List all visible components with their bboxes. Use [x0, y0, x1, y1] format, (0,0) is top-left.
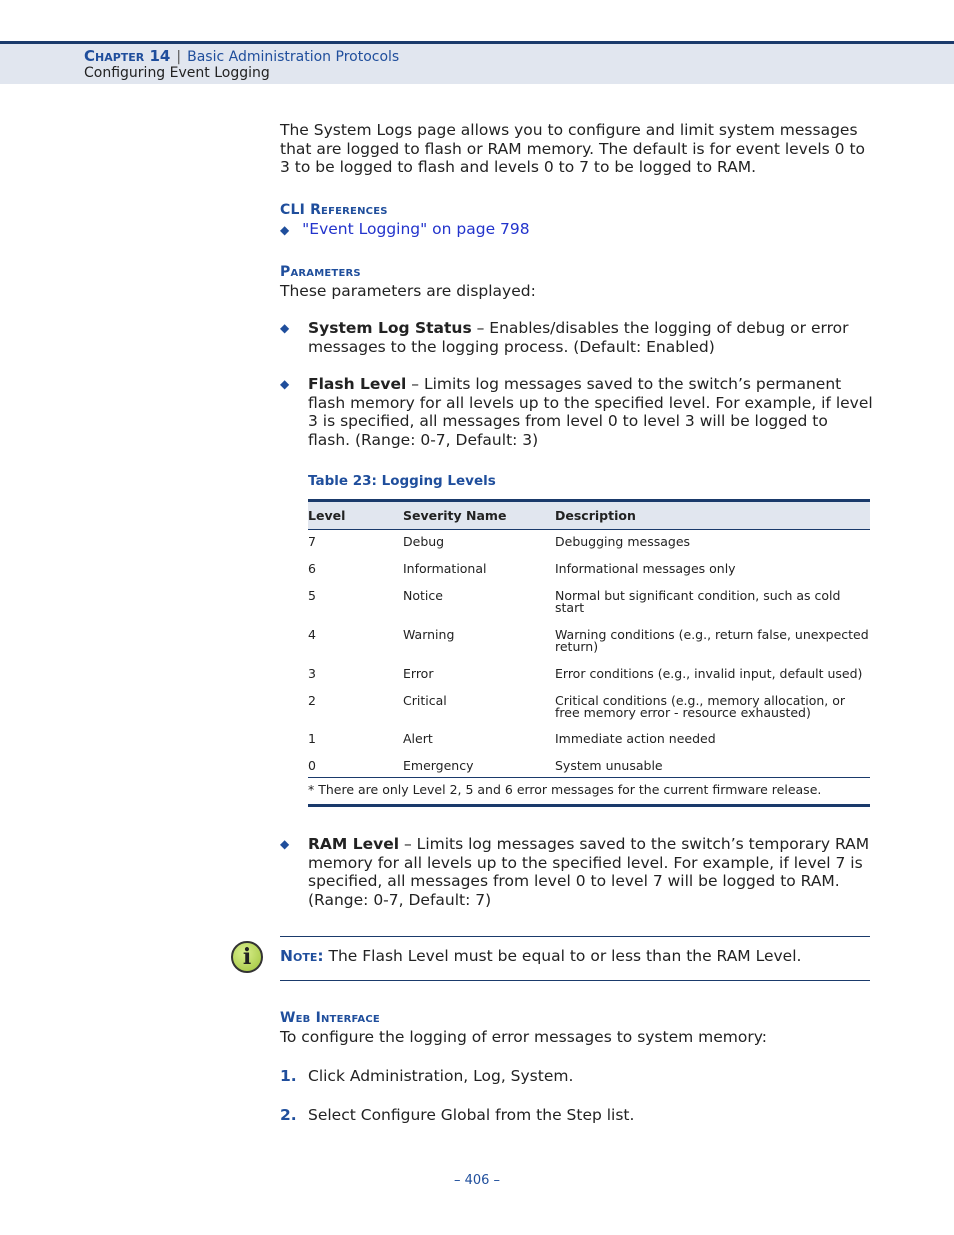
- table-row: [308, 557, 870, 584]
- table-row: [308, 623, 870, 662]
- param-term: Flash Level: [308, 375, 407, 393]
- level-cell: 0: [308, 757, 316, 773]
- table-row: [308, 530, 870, 557]
- info-note-icon: i: [231, 941, 263, 973]
- table-row: [308, 584, 870, 623]
- description-cell: Warning conditions (e.g., return false, unexpected return): [555, 626, 869, 654]
- diamond-bullet-icon: ◆: [280, 377, 290, 391]
- table-header-row: [308, 501, 870, 530]
- column-header-description: Description: [555, 501, 870, 530]
- page-number: – 406 –: [453, 1173, 501, 1188]
- note-body: The Flash Level must be equal to or less than the RAM Level.: [323, 947, 802, 965]
- description-cell: Critical conditions (e.g., memory allocation, or free memory error - resource exhausted): [555, 692, 846, 720]
- event-logging-link[interactable]: "Event Logging" on page 798: [302, 220, 530, 238]
- header-separator: |: [176, 49, 182, 65]
- column-header-level: Level: [308, 501, 403, 530]
- step-text: Click Administration, Log, System.: [308, 1067, 574, 1085]
- description-cell: Debugging messages: [555, 534, 691, 549]
- severity-cell: Notice: [403, 587, 443, 603]
- footnote-text: * There are only Level 2, 5 and 6 error messages for the current firmware release.: [308, 782, 822, 797]
- cli-reference-item: [280, 220, 530, 240]
- table-row: [308, 727, 870, 754]
- chapter-line: [84, 47, 399, 65]
- severity-cell: Debug: [403, 534, 445, 549]
- param-term: RAM Level: [308, 835, 400, 853]
- description-cell: Informational messages only: [555, 560, 736, 576]
- note-label: Note:: [280, 947, 324, 965]
- param-system-log-status: [308, 319, 874, 356]
- chapter-title: Basic Administration Protocols: [187, 49, 400, 65]
- note-box: [280, 936, 870, 981]
- diamond-bullet-icon: ◆: [280, 321, 290, 335]
- severity-cell: Critical: [403, 692, 447, 708]
- description-cell: System unusable: [555, 757, 663, 773]
- step-text: Select Configure Global from the Step list.: [308, 1106, 635, 1124]
- step-number: 1.: [280, 1067, 297, 1085]
- severity-cell: Alert: [403, 730, 433, 746]
- table-caption: Table 23: Logging Levels: [308, 473, 496, 489]
- param-desc: – Enables/disables the logging of debug or error messages to the logging process. (Default: Enabled): [308, 319, 849, 356]
- diamond-bullet-icon: ◆: [280, 837, 290, 851]
- severity-cell: Warning: [403, 626, 455, 642]
- description-cell: Error conditions (e.g., invalid input, default used): [555, 665, 863, 681]
- level-cell: 4: [308, 626, 316, 642]
- note-text: [280, 947, 801, 966]
- description-cell: Normal but significant condition, such as cold start: [555, 587, 841, 615]
- intro-paragraph: The System Logs page allows you to configure and limit system messages that are logged to flash or RAM memory. The default is for event levels 0 to 3 to be logged to flash and levels 0 to 7 to be logged to RAM.: [280, 121, 866, 177]
- level-cell: 6: [308, 560, 316, 576]
- severity-cell: Emergency: [403, 757, 474, 773]
- column-header-severity: Severity Name: [403, 501, 555, 530]
- section-title: Configuring Event Logging: [84, 65, 270, 81]
- severity-cell: Informational: [403, 560, 487, 576]
- chapter-number: Chapter 14: [84, 47, 171, 65]
- table-row: [308, 689, 870, 727]
- parameters-lead: These parameters are displayed:: [280, 282, 536, 300]
- level-cell: 7: [308, 534, 316, 549]
- level-cell: 5: [308, 587, 316, 603]
- table-row: [308, 662, 870, 689]
- param-term: System Log Status: [308, 319, 472, 337]
- parameters-heading: Parameters: [280, 264, 361, 280]
- running-header: [0, 41, 954, 84]
- param-flash-level: [308, 375, 874, 449]
- cli-references-heading: CLI References: [280, 202, 388, 218]
- web-interface-lead: To configure the logging of error messages to system memory:: [280, 1028, 768, 1046]
- step-number: 2.: [280, 1106, 297, 1124]
- param-desc: – Limits log messages saved to the switch’s permanent flash memory for all levels up to the specified level. For example, if level 3 is specified, all messages from level 0 to level 3 will be logged to flash. (Range: 0-7, Default: 3): [308, 375, 873, 449]
- param-desc: – Limits log messages saved to the switch’s temporary RAM memory for all levels up to the specified level. For example, if level 7 is specified, all messages from level 0 to level 7 will be logged to RAM. (Range: 0-7, Default: 7): [308, 835, 870, 909]
- severity-cell: Error: [403, 665, 434, 681]
- level-cell: 2: [308, 692, 316, 708]
- level-cell: 1: [308, 730, 316, 746]
- web-interface-heading: Web Interface: [280, 1010, 380, 1026]
- param-ram-level: [308, 835, 874, 909]
- diamond-bullet-icon: ◆: [280, 223, 290, 237]
- table-footnote: [308, 777, 870, 807]
- logging-levels-table: [308, 499, 870, 781]
- description-cell: Immediate action needed: [555, 730, 716, 746]
- level-cell: 3: [308, 665, 316, 681]
